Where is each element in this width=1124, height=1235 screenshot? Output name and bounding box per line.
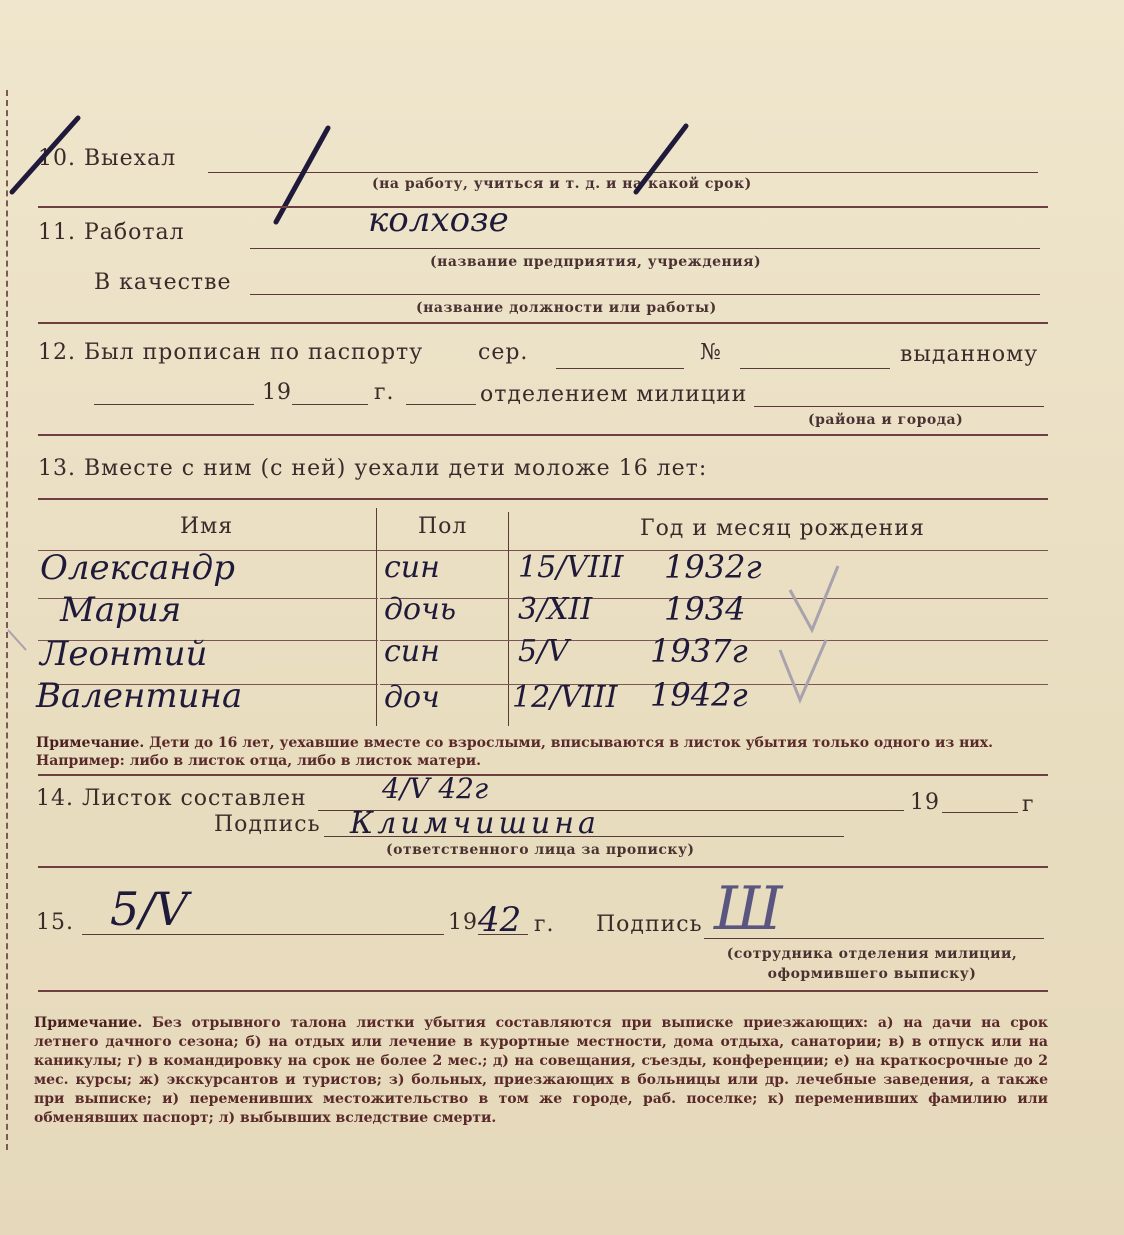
field-15-label: 15. [36, 910, 74, 935]
field-11-label: 11. Работал [38, 220, 185, 245]
child-sex: син [384, 634, 440, 669]
table-note-text: Дети до 16 лет, уехавшие вместе со взрослыми, вписываются в листок убытия только одного из них. Например: либо в листок отца, либо в листок матери. [36, 735, 993, 769]
divider [38, 990, 1048, 992]
child-date: 15/VIII [518, 550, 624, 585]
col-date-header: Год и месяц рождения [640, 516, 925, 541]
field-14-date-value: 4/V 42г [382, 772, 489, 805]
field-15-sign-label: Подпись [596, 912, 703, 937]
field-12-number-label: № [700, 340, 722, 365]
field-14-year-line [942, 812, 1018, 813]
child-sex: син [384, 550, 440, 585]
divider [38, 774, 1048, 776]
field-12-year-label: 19 [262, 380, 292, 405]
footnote [34, 1014, 1048, 1128]
child-year: 1937г [650, 632, 748, 670]
field-12-series-label: сер. [478, 340, 529, 365]
divider [38, 866, 1048, 868]
field-12-g-label: г. [374, 380, 395, 405]
field-12-issued-label: выданному [900, 342, 1039, 367]
field-14-g-label: г [1022, 792, 1035, 817]
child-name: Олександр [40, 548, 235, 588]
field-14-sign-value: Климчишина [350, 806, 600, 841]
field-15-year-value: 42 [478, 900, 522, 940]
child-sex: дочь [384, 592, 457, 627]
field-11-role-hint: (название должности или работы) [416, 300, 717, 316]
col-sex-header: Пол [418, 514, 468, 539]
field-14-label: 14. Листок составлен [36, 786, 307, 811]
child-date: 3/XII [518, 592, 593, 627]
field-13-label: 13. Вместе с ним (с ней) уехали дети моложе 16 лет: [38, 456, 708, 481]
field-15-sign-value: Ш [714, 874, 783, 944]
field-15-date-value: 5/V [110, 882, 188, 936]
field-14-sign-hint: (ответственного лица за прописку) [386, 842, 695, 858]
field-12-dept-hint: (района и города) [808, 412, 964, 428]
child-sex: доч [384, 680, 440, 715]
child-year: 1942г [650, 676, 748, 714]
field-10-label: 10. Выехал [38, 146, 177, 171]
child-name: Леонтий [40, 634, 208, 674]
field-11-hint: (название предприятия, учреждения) [430, 254, 762, 270]
footnote-head: Примечание. [34, 1015, 143, 1031]
child-date: 5/V [518, 634, 569, 669]
footnote-text: Без отрывного талона листки убытия составляются при выписке приезжающих: а) на дачи на срок летнего дачного сезона; б) на отдых или лечение в курортные местности, дома отдыха, санатории; в) в отпуск или на каникулы; г) в командировку на срок не более 2 мес.; д) на совещания, съезды, конференции; е) на краткосрочные до 2 мес. курсы; ж) экскурсантов и туристов; з) больных, приезжающих в больницы или др. лечебные заведения, а также при выписке; и) переменивших местожительство в том же городе, раб. поселке; к) переменивших фамилию или обменявших паспорт; л) выбывших вследствие смерти. [34, 1015, 1049, 1126]
col-name-header: Имя [180, 514, 234, 539]
field-14-year-label: 19 [910, 790, 940, 815]
child-date: 12/VIII [512, 680, 618, 715]
field-10-hint: (на работу, учиться и т. д. и на какой срок) [372, 176, 752, 192]
child-name: Мария [60, 590, 182, 630]
field-14-sign-label: Подпись [214, 812, 321, 837]
child-year: 1932г [664, 548, 762, 586]
child-name: Валентина [36, 676, 243, 716]
table-note [36, 734, 1046, 770]
field-11-value: колхозе [368, 200, 509, 240]
field-12-dept-label: отделением милиции [480, 382, 748, 407]
field-11-role-label: В качестве [94, 270, 232, 295]
child-year: 1934 [664, 590, 746, 628]
field-12-label: 12. Был прописан по паспорту [38, 340, 424, 365]
field-15-hint: (сотрудника отделения милиции, оформившего выписку) [726, 946, 1018, 982]
table-note-head: Примечание. [36, 735, 145, 751]
field-15-g-label: г. [534, 912, 555, 937]
field-15-year-label: 19 [448, 910, 478, 935]
